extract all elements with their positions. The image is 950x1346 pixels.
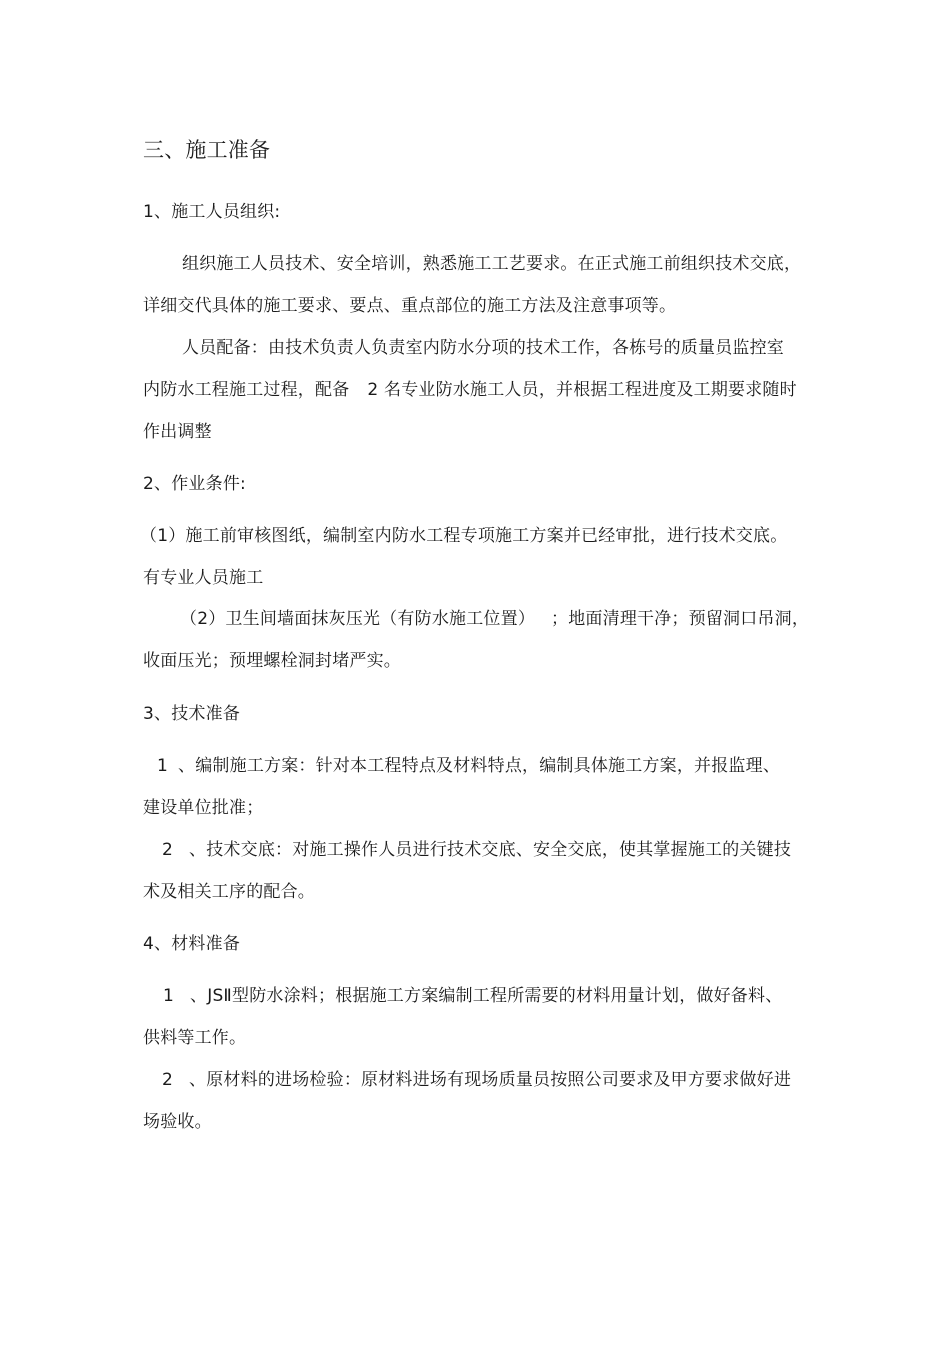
paragraph-fragment: 、JSⅡ型防水涂料；根据施工方案编制工程所需要的材料用量计划，做好备料、 <box>190 986 783 1006</box>
heading-personnel: 1、施工人员组织: <box>143 202 281 222</box>
section-title: 三、施工准备 <box>143 138 271 162</box>
paragraph-fragment: 、技术交底：对施工操作人员进行技术交底、安全交底，使其掌握施工的关键技 <box>189 840 792 860</box>
item-number: 1 <box>163 986 175 1006</box>
paragraph-line: 作出调整 <box>143 422 212 442</box>
paragraph-line: 人员配备：由技术负责人负责室内防水分项的技术工作，各栋号的质量员监控室 <box>182 338 784 358</box>
item-number: 2 <box>162 1070 174 1090</box>
paragraph-line <box>162 838 791 862</box>
paragraph-line <box>162 1068 791 1092</box>
paragraph-fragment: 内防水工程施工过程，配备 <box>143 380 350 400</box>
paragraph-line <box>157 754 780 778</box>
item-number: 2 <box>162 840 174 860</box>
heading-work-conditions: 2、作业条件: <box>143 474 246 494</box>
paragraph-line: 有专业人员施工 <box>143 568 264 588</box>
paragraph-fragment: 、编制施工方案：针对本工程特点及材料特点，编制具体施工方案，并报监理、 <box>178 756 781 776</box>
heading-materials: 4、材料准备 <box>143 934 241 954</box>
paragraph-fragment: （2）卫生间墙面抹灰压光（有防水施工位置） <box>180 609 536 629</box>
paragraph-fragment: 2 名专业防水施工人员，并根据工程进度及工期要求随时 <box>367 380 797 400</box>
paragraph-line: 场验收。 <box>143 1112 212 1132</box>
paragraph-line: 详细交代具体的施工要求、要点、重点部位的施工方法及注意事项等。 <box>143 296 677 316</box>
paragraph-line: 收面压光；预埋螺栓洞封堵严实。 <box>143 651 401 671</box>
paragraph-line: 建设单位批准； <box>143 798 264 818</box>
paragraph-line <box>143 378 797 402</box>
paragraph-line <box>163 984 782 1008</box>
paragraph-fragment: 、原材料的进场检验：原材料进场有现场质量员按照公司要求及甲方要求做好进 <box>189 1070 792 1090</box>
paragraph-line <box>180 607 809 631</box>
paragraph-line: 术及相关工序的配合。 <box>143 882 315 902</box>
paragraph-line: 供料等工作。 <box>143 1028 247 1048</box>
paragraph-line: 组织施工人员技术、安全培训，熟悉施工工艺要求。在正式施工前组织技术交底， <box>182 254 802 274</box>
paragraph-fragment: ；地面清理干净；预留洞口吊洞， <box>551 609 810 629</box>
item-number: 1 <box>157 756 169 776</box>
paragraph-line: （1）施工前审核图纸，编制室内防水工程专项施工方案并已经审批，进行技术交底。 <box>140 526 788 546</box>
heading-tech-prep: 3、技术准备 <box>143 704 241 724</box>
